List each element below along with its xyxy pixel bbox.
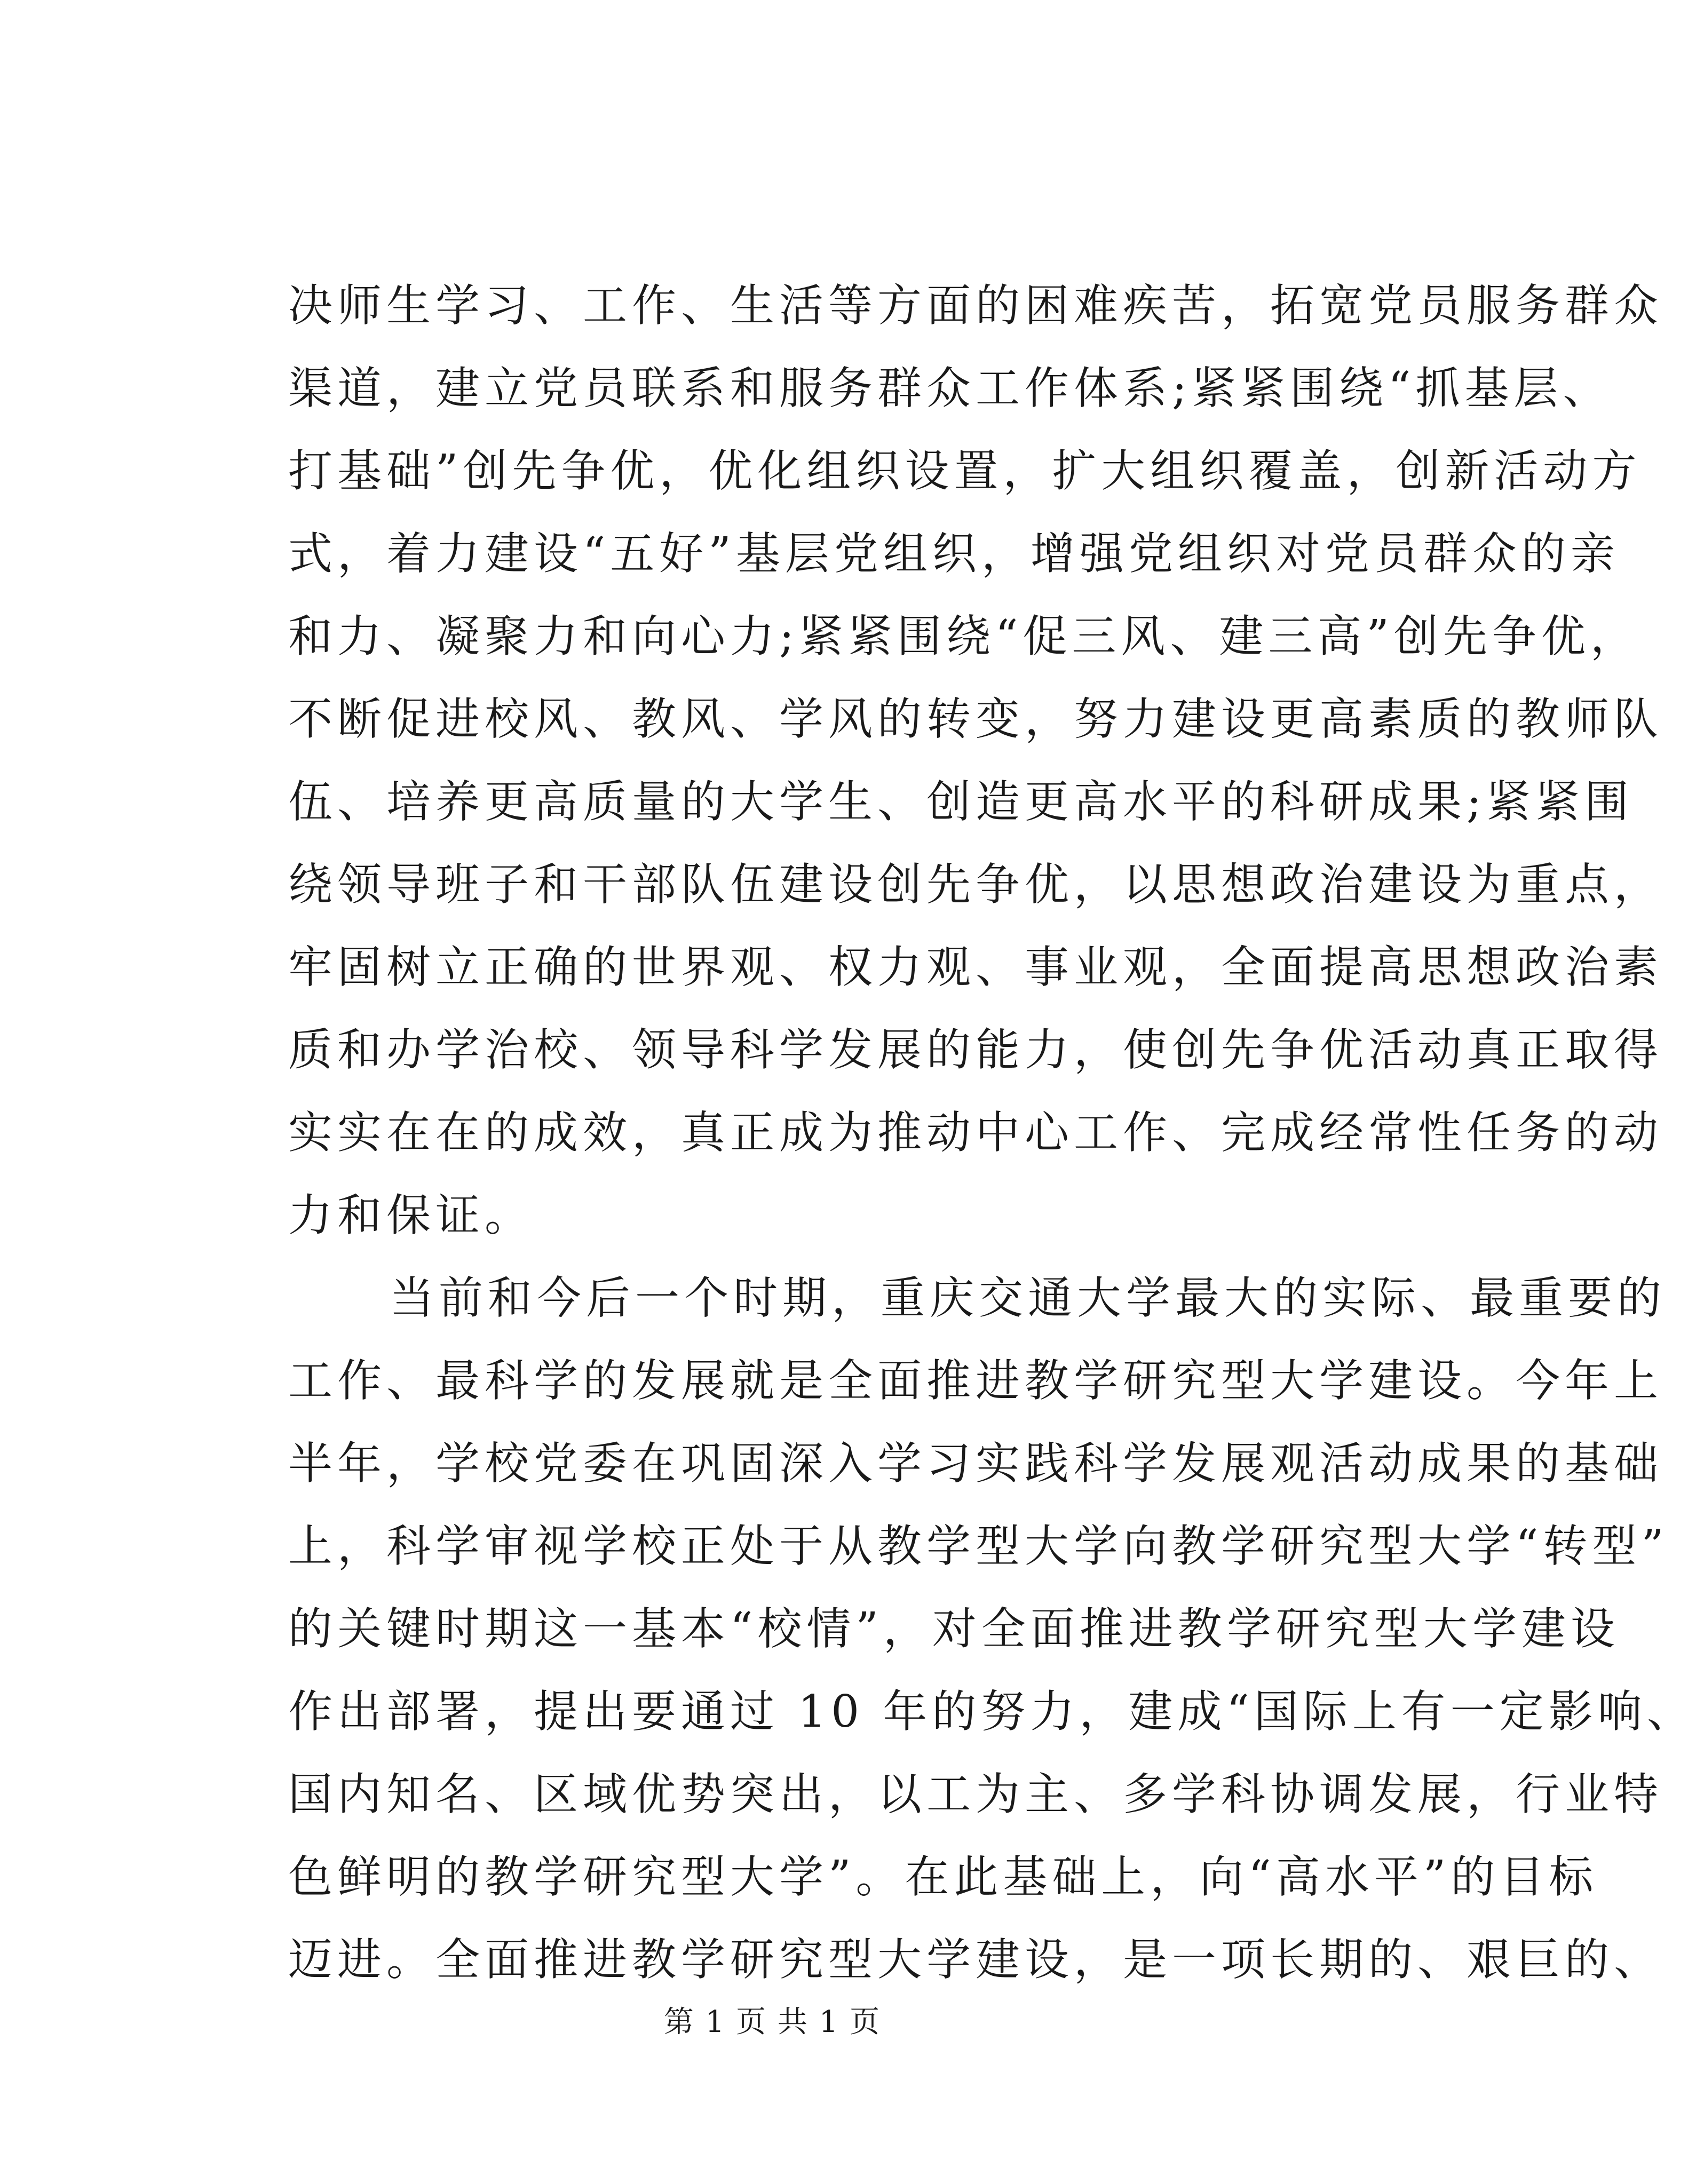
text-line: 作出部署，提出要通过 10 年的努力，建成“国际上有一定影响、 xyxy=(288,1686,1696,1737)
text-line: 半年，学校党委在巩固深入学习实践科学发展观活动成果的基础 xyxy=(288,1438,1663,1489)
text-line: 色鲜明的教学研究型大学”。在此基础上，向“高水平”的目标 xyxy=(288,1851,1598,1903)
page-number-label: 第 1 页 共 1 页 xyxy=(663,2005,881,2039)
text-line: 实实在在的成效，真正成为推动中心工作、完成经常性任务的动 xyxy=(288,1107,1663,1158)
text-line: 决师生学习、工作、生活等方面的困难疾苦，拓宽党员服务群众 xyxy=(288,280,1663,331)
text-line: 的关键时期这一基本“校情”，对全面推进教学研究型大学建设 xyxy=(288,1603,1620,1655)
text-line: 渠道，建立党员联系和服务群众工作体系;紧紧围绕“抓基层、 xyxy=(288,362,1612,414)
text-line: 工作、最科学的发展就是全面推进教学研究型大学建设。今年上 xyxy=(288,1355,1663,1407)
body-text xyxy=(288,264,1696,2001)
text-line: 上，科学审视学校正处于从教学型大学向教学研究型大学“转型” xyxy=(288,1520,1669,1572)
text-line: 和力、凝聚力和向心力;紧紧围绕“促三风、建三高”创先争优， xyxy=(288,610,1639,662)
text-line: 质和办学治校、领导科学发展的能力，使创先争优活动真正取得 xyxy=(288,1024,1663,1076)
text-line: 式，着力建设“五好”基层党组织，增强党组织对党员群众的亲 xyxy=(288,528,1620,579)
text-line: 打基础”创先争优，优化组织设置，扩大组织覆盖，创新活动方 xyxy=(288,445,1642,497)
text-line: 迈进。全面推进教学研究型大学建设，是一项长期的、艰巨的、 xyxy=(288,1934,1663,1986)
text-line: 力和保证。 xyxy=(288,1189,534,1241)
text-line: 牢固树立正确的世界观、权力观、事业观，全面提高思想政治素 xyxy=(288,941,1663,993)
paragraph-start-line: 当前和今后一个时期，重庆交通大学最大的实际、最重要的 xyxy=(390,1272,1666,1324)
text-line: 绕领导班子和干部队伍建设创先争优，以思想政治建设为重点， xyxy=(288,859,1663,910)
text-line: 国内知名、区域优势突出，以工为主、多学科协调发展，行业特 xyxy=(288,1768,1663,1820)
text-line: 伍、培养更高质量的大学生、创造更高水平的科研成果;紧紧围 xyxy=(288,776,1634,828)
page-footer xyxy=(0,1998,1544,2041)
text-line: 不断促进校风、教风、学风的转变，努力建设更高素质的教师队 xyxy=(288,693,1663,745)
